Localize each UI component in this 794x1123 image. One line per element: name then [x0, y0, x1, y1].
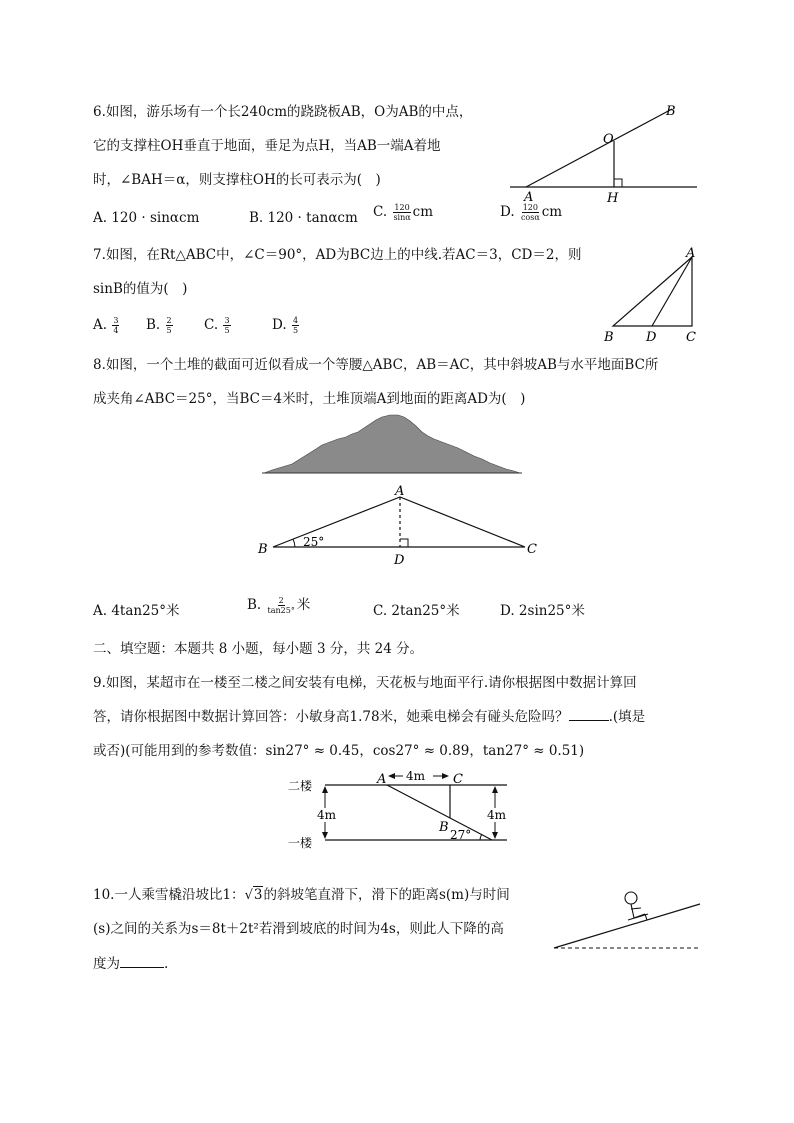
q7-option-c [204, 316, 232, 335]
q8-mound-silhouette [262, 412, 524, 477]
left-height-label: 4m [317, 808, 337, 822]
label-a: A [686, 246, 696, 261]
q10-sled-slope-figure [550, 882, 710, 954]
floor2-label: 二楼 [288, 779, 313, 793]
q9-line2-text: 答，请你根据图中数据计算回答：小敏身高1.78米，她乘电梯会有碰头危险吗？ [93, 709, 569, 725]
q7-option-d [272, 316, 300, 335]
floor1-label: 一楼 [288, 836, 313, 850]
q10-line3 [93, 955, 168, 973]
fraction-numerator: 3 [224, 316, 230, 325]
q8-line2: 成夹角∠ABC＝25°，当BC＝4米时，土堆顶端A到地面的距离AD为( ) [93, 391, 526, 407]
angle-arc [293, 539, 295, 547]
fraction-numerator: 2 [278, 596, 284, 605]
person-on-sled-icon [628, 904, 648, 920]
q6-option-c [373, 203, 433, 222]
sqrt-sign: √ [244, 888, 253, 903]
mound-shape [264, 415, 520, 473]
slope-line [554, 904, 700, 948]
arrow-head-down [492, 832, 498, 839]
unit: 米 [296, 597, 311, 613]
median-ad [652, 257, 692, 326]
q8-option-c: C. 2tan25°米 [373, 603, 460, 619]
q9-line2-suffix: .(填是 [608, 709, 646, 725]
arrow-head-right [442, 773, 449, 779]
q10-line2: (s)之间的关系为s＝8t＋2t²若滑到坡底的时间为4s，则此人下降的高 [93, 921, 504, 937]
answer-blank [120, 967, 164, 968]
q7-option-c-fraction [223, 316, 230, 335]
fraction-denominator: cosα [520, 213, 540, 222]
q6-line1: 6.如图，游乐场有一个长240cm的跷跷板AB，O为AB的中点， [93, 104, 473, 120]
q9-line2 [93, 708, 645, 726]
angle-label: 27° [450, 828, 472, 842]
fraction-denominator: 5 [292, 326, 299, 335]
q7-option-a-label: A. [93, 317, 108, 333]
q9-line3: 或否)(可能用到的参考数值：sin27° ≈ 0.45，cos27° ≈ 0.89，tan27° ≈ 0.51) [93, 743, 585, 759]
label-b: B [258, 542, 268, 557]
fraction-numerator: 3 [113, 316, 119, 325]
label-a: A [524, 190, 534, 205]
q7-line2: sinB的值为( ) [93, 281, 188, 297]
arrow-head-left [388, 773, 395, 779]
fraction-numerator: 120 [394, 203, 410, 212]
answer-blank [569, 720, 609, 721]
q10-line1-suffix: 的斜坡笔直滑下，滑下的距离s(m)与时间 [263, 887, 510, 903]
q8-option-b-label: B. [247, 597, 262, 613]
q9-escalator-figure [285, 768, 515, 853]
label-a: A [377, 772, 387, 787]
arrow-head-up [322, 786, 328, 793]
q7-option-a [93, 316, 120, 335]
label-h: H [607, 191, 619, 206]
q6-option-c-fraction [392, 203, 411, 222]
q6-option-a: A. 120 · sinαcm [93, 210, 200, 226]
label-b: B [604, 330, 614, 345]
q8-option-d: D. 2sin25°米 [500, 603, 585, 619]
q7-option-d-label: D. [272, 317, 287, 333]
label-b: B [666, 104, 676, 119]
section-heading: 二、填空题：本题共 8 小题，每小题 3 分，共 24 分。 [93, 641, 424, 657]
q7-option-b-fraction [166, 316, 173, 335]
q7-option-b [146, 316, 174, 335]
q6-option-d-label: D. [500, 204, 515, 220]
q8-option-b [247, 596, 310, 615]
q8-line1: 8.如图，一个土堆的截面可近似看成一个等腰△ABC，AB＝AC，其中斜坡AB与水平地面BC所 [93, 357, 659, 373]
label-a: A [395, 484, 405, 499]
q10-line3-text: 度为 [93, 956, 120, 972]
q10-line3-suffix: . [164, 956, 169, 972]
label-c: C [527, 542, 537, 557]
fraction-denominator: 5 [224, 326, 230, 335]
label-c: C [453, 772, 463, 787]
label-b: B [439, 820, 449, 835]
fraction-denominator: tan25° [267, 606, 295, 615]
label-d: D [646, 330, 657, 345]
triangle-abc [613, 257, 692, 326]
right-angle-mark [614, 179, 622, 187]
q7-triangle-figure [600, 245, 710, 345]
arrow-head-down [322, 832, 328, 839]
sqrt-radicand: 3 [253, 887, 263, 903]
q9-line1: 9.如图，某超市在一楼至二楼之间安装有电梯，天花板与地面平行.请你根据图中数据计算回 [93, 675, 637, 691]
angle-label: 25° [303, 535, 325, 549]
right-height-label: 4m [487, 808, 507, 822]
q8-triangle-figure [255, 480, 545, 570]
label-o: O [603, 132, 614, 147]
unit: cm [412, 204, 434, 220]
q7-option-a-fraction [112, 316, 119, 335]
label-d: D [394, 553, 405, 568]
q7-line1: 7.如图，在Rt△ABC中，∠C＝90°，AD为BC边上的中线.若AC＝3，CD＝2，则 [93, 247, 582, 263]
right-angle-mark [400, 539, 408, 547]
fraction-denominator: sinα [393, 213, 411, 222]
q6-line2: 它的支撑柱OH垂直于地面，垂足为点H，当AB一端A着地 [93, 138, 441, 154]
q10-line1 [93, 886, 510, 905]
person-head-icon [625, 892, 637, 904]
fraction-denominator: 4 [113, 326, 119, 335]
sqrt-expression [245, 886, 264, 905]
fraction-denominator: 5 [166, 326, 172, 335]
seesaw-board [526, 109, 672, 187]
arrow-head-up [492, 786, 498, 793]
angle-arc [480, 834, 482, 840]
fraction-numerator: 4 [292, 316, 299, 325]
q6-line3: 时，∠BAH＝α，则支撑柱OH的长可表示为( ) [93, 172, 381, 188]
fraction-numerator: 120 [522, 203, 538, 212]
fraction-numerator: 2 [166, 316, 172, 325]
q6-seesaw-figure [500, 95, 710, 210]
q7-option-c-label: C. [204, 317, 219, 333]
q10-line1-text: 10.一人乘雪橇沿坡比1： [93, 887, 245, 903]
q8-option-a: A. 4tan25°米 [93, 603, 180, 619]
unit: cm [541, 204, 563, 220]
label-c: C [686, 330, 696, 345]
q6-option-c-label: C. [373, 204, 388, 220]
q7-option-d-fraction [292, 316, 299, 335]
q8-option-b-fraction [267, 596, 296, 615]
q7-option-b-label: B. [146, 317, 161, 333]
top-length-label: 4m [406, 769, 426, 783]
q6-option-b: B. 120 · tanαcm [249, 210, 358, 226]
